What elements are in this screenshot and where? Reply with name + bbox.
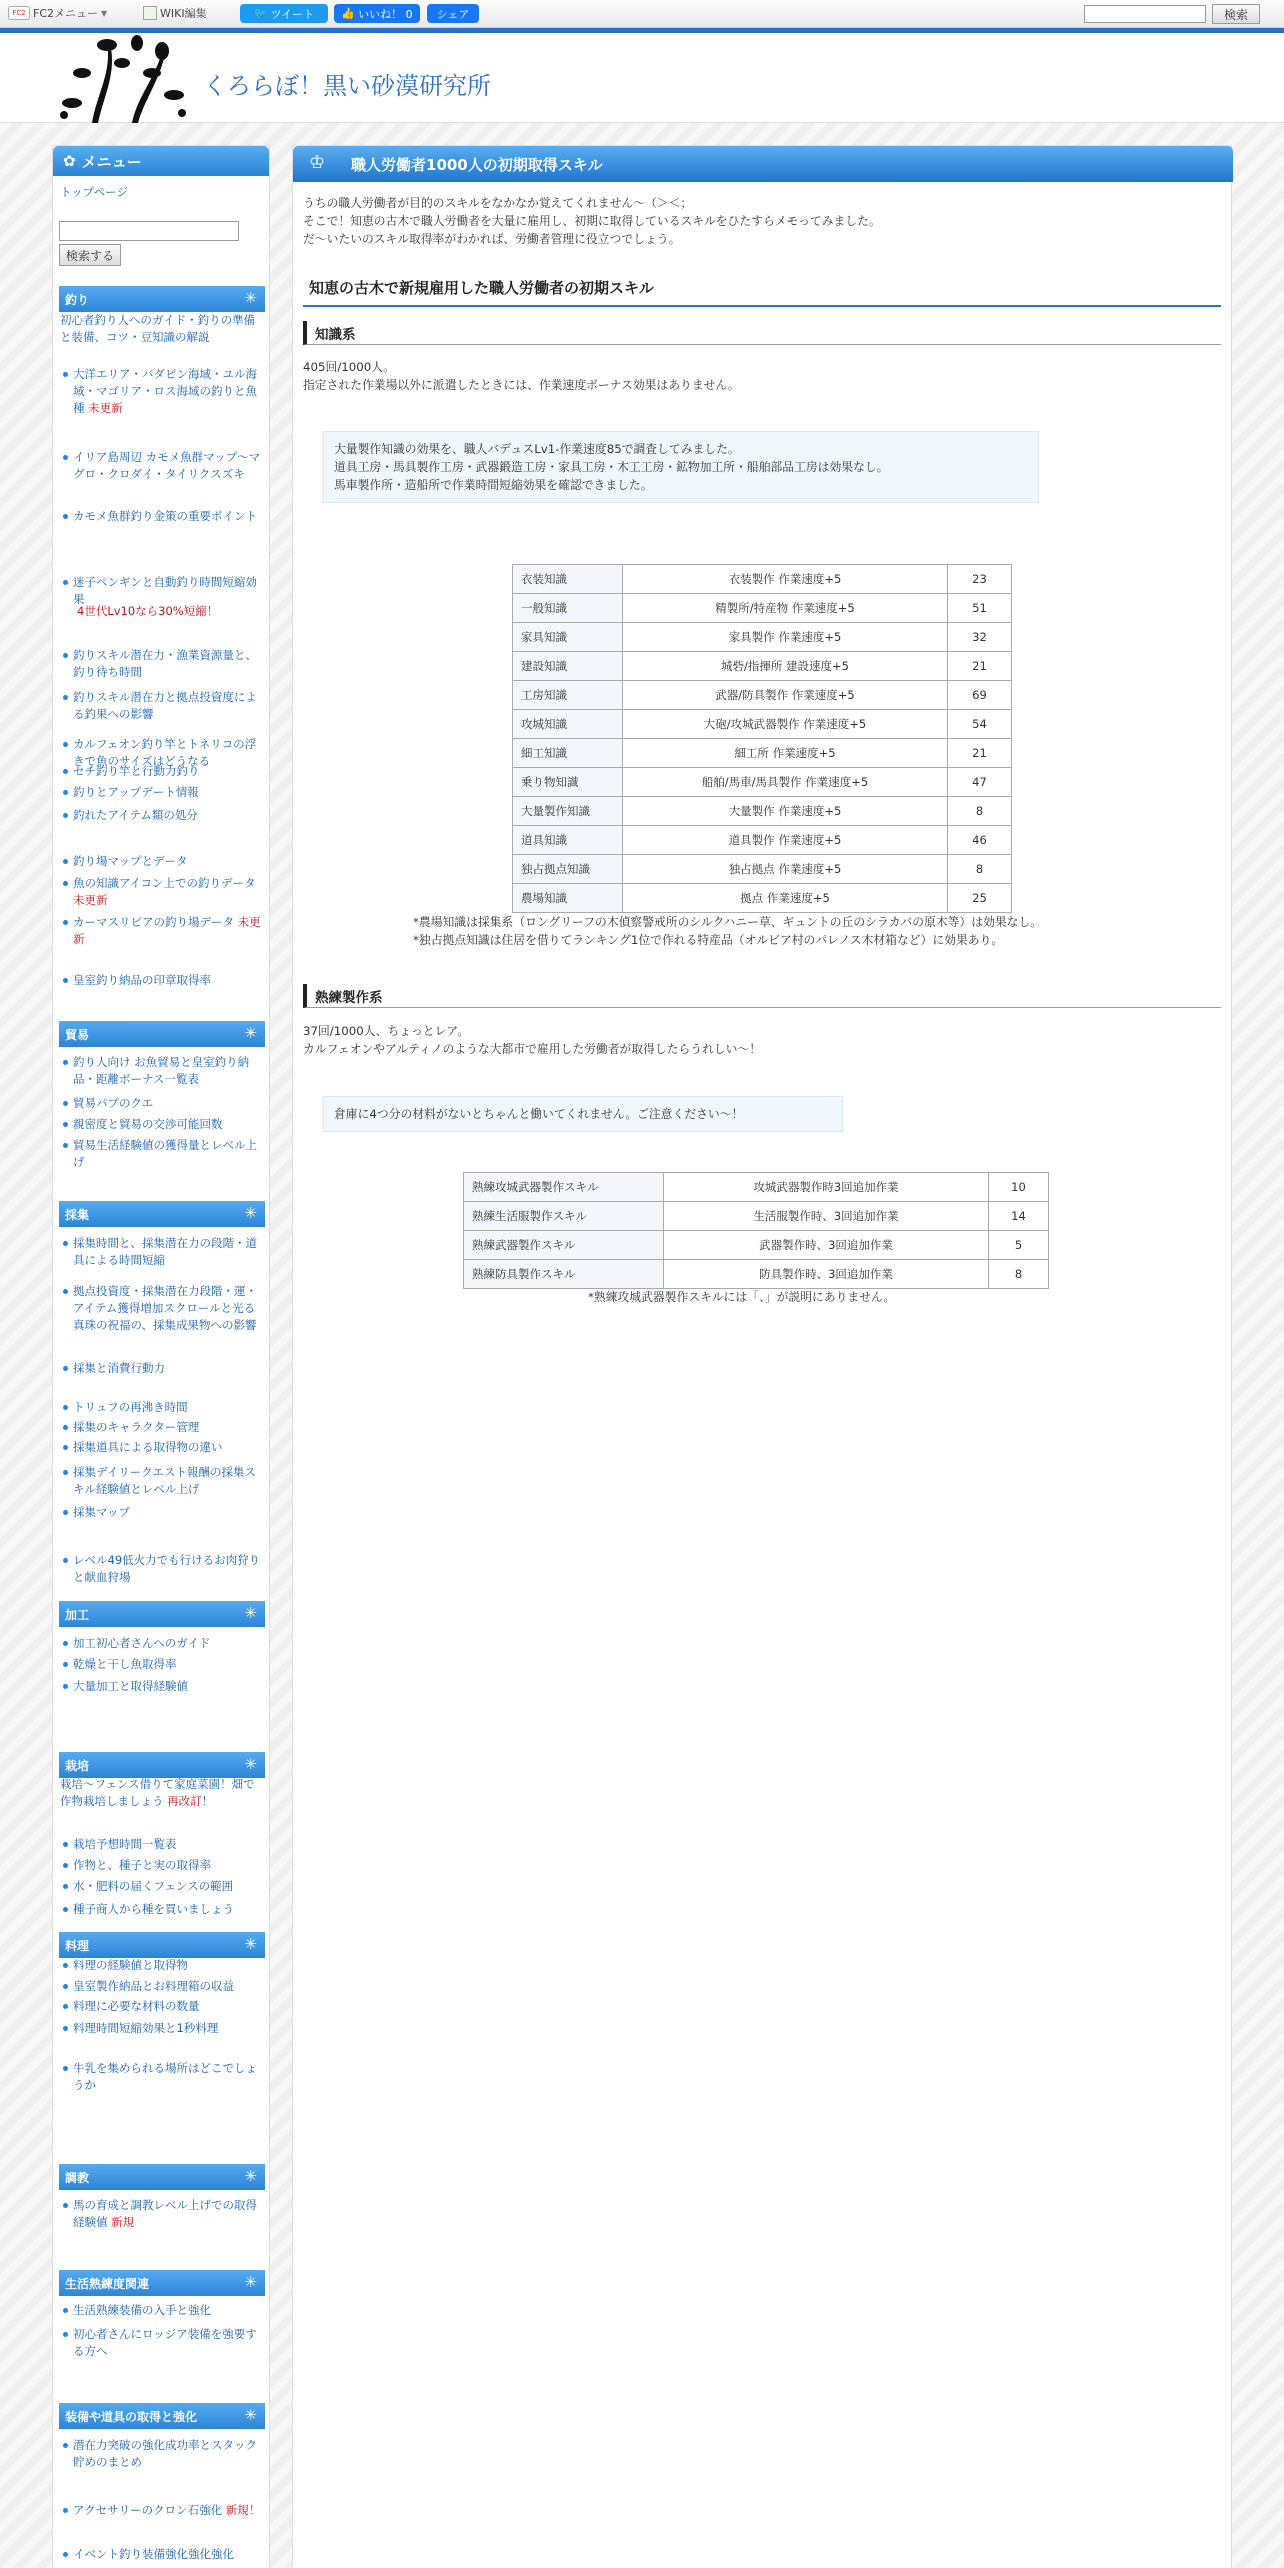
sidebar-link[interactable] (73, 853, 263, 870)
category-title: 生活熟練度関連 (65, 2276, 150, 2291)
sparkle-icon: ✳ (244, 1604, 257, 1622)
skill-effect: 独占拠点 作業速度+5 (623, 855, 948, 884)
sidebar-link[interactable] (73, 1419, 263, 1436)
table-row (513, 855, 1012, 884)
sidebar-link[interactable] (73, 875, 263, 909)
sidebar-search-button[interactable]: 検索する (59, 244, 121, 266)
sidebar-category-2 (59, 1021, 265, 1047)
skill-count: 8 (948, 855, 1012, 884)
link-text: カモメ魚群釣り金策の重要ポイント (73, 509, 257, 523)
sidebar-link[interactable] (73, 2502, 263, 2519)
table-row (513, 594, 1012, 623)
category-title: 釣り (65, 292, 90, 307)
link-text: 採集マップ (73, 1505, 131, 1519)
link-text: 釣りスキル潜在力と拠点投資度による釣果への影響 (73, 690, 257, 721)
link-text: 採集道具による取得物の違い (73, 1440, 223, 1454)
status-badge: 新規 (107, 2215, 135, 2229)
category-title: 採集 (65, 1207, 90, 1222)
table-row (513, 884, 1012, 913)
sidebar-link[interactable] (73, 1116, 263, 1133)
sidebar-link[interactable] (73, 1095, 263, 1112)
link-text: 初心者釣り人へのガイド・釣りの準備と装備、コツ・豆知識の解説 (60, 313, 256, 344)
link-text: イベント釣り装備強化強化強化 (73, 2547, 234, 2561)
sidebar-category-4 (59, 1601, 265, 1627)
sidebar-link (77, 603, 282, 620)
link-text: カーマスリビアの釣り場データ (73, 915, 234, 929)
site-title[interactable]: くろらぼ！黒い砂漠研究所 (203, 72, 491, 100)
note-line: 大量製作知識の効果を、職人バデュスLv1-作業速度85で調査してみました。 (334, 442, 740, 456)
sidebar-link[interactable] (73, 807, 263, 824)
link-text: イリア島周辺 カモメ魚群マップ～マグロ・クロダイ・タイリクスズキ (73, 450, 261, 481)
section-heading: 知識系 (303, 321, 1221, 345)
sidebar-link[interactable] (73, 366, 263, 417)
body-text: *独占拠点知識は住居を借りてランキング1位で作れる特産品（オルビア村のパレノス木材箱など）に効果あり。 (413, 933, 1004, 947)
sidebar-link[interactable] (73, 1957, 263, 1974)
category-title: 装備や道具の取得と強化 (65, 2409, 198, 2424)
skill-name: 家具知識 (513, 623, 623, 652)
link-text: 栽培～フェンス借りて家庭菜園！畑で作物栽培しましょう (60, 1777, 255, 1808)
table-row (513, 797, 1012, 826)
table-row (464, 1173, 1049, 1202)
status-badge: 未更新 (73, 893, 108, 907)
link-text: 生活熟練装備の入手と強化 (73, 2303, 211, 2317)
link-text: 料理に必要な材料の数量 (73, 1999, 200, 2013)
sidebar (52, 145, 270, 2568)
sparkle-icon: ✳ (244, 2167, 257, 2185)
link-text: 採集デイリークエスト報酬の採集スキル経験値とレベル上げ (73, 1465, 256, 1496)
sidebar-link[interactable] (73, 508, 263, 525)
skill-name: 熟練攻城武器製作スキル (464, 1173, 664, 1202)
skill-name: 乗り物知識 (513, 768, 623, 797)
sidebar-link[interactable] (73, 2060, 263, 2094)
status-badge: 未更新 (73, 915, 261, 946)
skill-count: 14 (989, 1202, 1049, 1231)
sidebar-search-input[interactable] (59, 221, 239, 241)
sidebar-link[interactable] (73, 1439, 263, 1456)
link-text: 作物と、種子と実の取得率 (73, 1858, 211, 1872)
link-text: 栽培予想時間一覧表 (73, 1837, 177, 1851)
skill-name: 独占拠点知識 (513, 855, 623, 884)
body-text: *農場知識は採集系（ロングリーフの木偵察警戒所のシルクハニー草、ギュントの丘のシラカバの原木等）は効果なし。 (413, 915, 1043, 929)
gear-flower-icon: ✿ (63, 152, 76, 170)
body-text: うちの職人労働者が目的のスキルをなかなか覚えてくれません～（＞＜； (303, 196, 693, 210)
sparkle-icon: ✳ (244, 2406, 257, 2424)
link-text: 大洋エリア・バダビン海域・ユル海域・マゴリア・ロス海域の釣りと魚種 (73, 367, 257, 415)
link-text: 馬の育成と調教レベル上げでの取得経験値 (73, 2198, 257, 2229)
main-content (292, 145, 1232, 2568)
thumbs-up-icon: 👍 (341, 7, 356, 20)
skill-name: 攻城知識 (513, 710, 623, 739)
skill-count: 46 (948, 826, 1012, 855)
skill-effect: 拠点 作業速度+5 (623, 884, 948, 913)
skill-name: 熟練武器製作スキル (464, 1231, 664, 1260)
sparkle-icon: ✳ (244, 2273, 257, 2291)
edit-icon (143, 6, 157, 20)
skill-effect: 道具製作 作業速度+5 (623, 826, 948, 855)
link-text: セチ釣り竿と行動力釣り (73, 764, 200, 778)
sidebar-category-5 (59, 1752, 265, 1778)
skill-count: 25 (948, 884, 1012, 913)
sidebar-link[interactable] (60, 1776, 265, 1810)
body-text: 37回/1000人、ちょっとレア。 (303, 1024, 470, 1038)
sidebar-link[interactable] (73, 914, 263, 948)
sidebar-category-3 (59, 1201, 265, 1227)
note-line: 馬車製作所・造船所で作業時間短縮効果を確認できました。 (334, 478, 653, 492)
skill-effect: 攻城武器製作時3回追加作業 (664, 1173, 989, 1202)
link-text: 釣りとアップデート情報 (73, 785, 199, 799)
skill-table (512, 564, 1012, 913)
table-row (464, 1202, 1049, 1231)
link-text: 親密度と貿易の交渉可能回数 (73, 1117, 223, 1131)
skill-name: 一般知識 (513, 594, 623, 623)
sidebar-category-7 (59, 2164, 265, 2190)
link-text: 貿易パプのクエ (73, 1096, 154, 1110)
skill-name: 工房知識 (513, 681, 623, 710)
skill-effect: 大量製作 作業速度+5 (623, 797, 948, 826)
sparkle-icon: ✳ (244, 289, 257, 307)
info-note (323, 1096, 843, 1132)
sidebar-link[interactable] (73, 1998, 263, 2015)
link-text: 迷子ペンギンと自動釣り時間短縮効果 (73, 575, 257, 606)
sidebar-link[interactable] (73, 784, 263, 801)
skill-count: 47 (948, 768, 1012, 797)
link-text: 牛乳を集められる場所はどこでしょうか (73, 2061, 257, 2092)
link-text: 釣れたアイテム類の処分 (73, 808, 198, 822)
chevron-down-icon: ▼ (101, 8, 108, 18)
body-text: カルフェオンやアルティノのような大都市で雇用した労働者が取得したらうれしい～！ (303, 1042, 762, 1056)
top-search-input[interactable] (1084, 5, 1206, 23)
fc2-menu[interactable]: FC2 FC2メニュー ▼ (8, 5, 107, 21)
link-text: 魚の知識アイコン上での釣りデータ (73, 876, 256, 890)
sidebar-link[interactable] (73, 1504, 263, 1521)
sparkle-icon: ✳ (244, 1204, 257, 1222)
skill-effect: 精製所/特産物 作業速度+5 (623, 594, 948, 623)
skill-count: 23 (948, 565, 1012, 594)
floral-logo-icon (52, 33, 192, 123)
sidebar-category-9 (59, 2403, 265, 2429)
body-text: *熟練攻城武器製作スキルには「、」が説明にありません。 (588, 1290, 896, 1304)
site-header (0, 33, 1284, 123)
crown-icon: ♔ (309, 152, 326, 173)
skill-name: 細工知識 (513, 739, 623, 768)
skill-effect: 生活服製作時、3回追加作業 (664, 1202, 989, 1231)
table-row (464, 1231, 1049, 1260)
sidebar-link[interactable] (73, 972, 263, 989)
sidebar-top-link[interactable]: トップページ (60, 185, 128, 199)
page-section-title: 知恵の古木で新規雇用した職人労働者の初期スキル (303, 269, 1221, 307)
category-title: 加工 (65, 1607, 90, 1622)
link-text: カルフェオン釣り竿とトネリコの浮きで魚のサイズはどうなる (73, 737, 257, 768)
sidebar-link[interactable] (73, 2437, 263, 2471)
table-row (513, 739, 1012, 768)
status-badge: 新規 (222, 2503, 249, 2517)
skill-name: 大量製作知識 (513, 797, 623, 826)
top-search-button[interactable]: 検索 (1212, 4, 1260, 24)
skill-count: 8 (989, 1260, 1049, 1289)
sidebar-link[interactable] (60, 312, 265, 346)
sidebar-link[interactable] (73, 1360, 263, 1377)
link-text: 乾燥と干し魚取得率 (73, 1657, 177, 1671)
sidebar-link[interactable] (73, 2326, 263, 2360)
sidebar-link[interactable] (73, 1399, 263, 1416)
note-line: 倉庫に4つ分の材料がないとちゃんと働いてくれません。ご注意ください～！ (334, 1107, 744, 1121)
skill-name: 農場知識 (513, 884, 623, 913)
link-text: 加工初心者さんへのガイド (73, 1636, 211, 1650)
sidebar-category-8 (59, 2270, 265, 2296)
link-text: 皇室製作納品とお料理箱の収益 (73, 1979, 234, 1993)
status-badge: 未更新 (84, 401, 123, 415)
sidebar-category-6 (59, 1932, 265, 1958)
body-text: 指定された作業場以外に派遣したときには、作業速度ボーナス効果はありません。 (303, 378, 740, 392)
sidebar-link[interactable] (73, 1878, 263, 1895)
bird-icon: 🐦 (253, 7, 268, 20)
link-text: 皇室釣り納品の印章取得率 (73, 973, 211, 987)
sidebar-link[interactable] (73, 1857, 263, 1874)
sidebar-link[interactable] (73, 1464, 263, 1498)
link-text: アクセサリーのクロン石強化 (73, 2503, 223, 2517)
sidebar-link[interactable] (73, 1552, 263, 1586)
sidebar-category-1 (59, 286, 265, 312)
sidebar-link[interactable] (73, 2197, 263, 2231)
skill-effect: 細工所 作業速度+5 (623, 739, 948, 768)
link-text: 初心者さんにロッジア装備を強要する方へ (73, 2327, 257, 2358)
body-text: そこで！知恵の古木で職人労働者を大量に雇用し、初期に取得しているスキルをひたすらメモってみました。 (303, 214, 881, 228)
sidebar-link[interactable] (73, 1235, 263, 1269)
skill-count: 5 (989, 1231, 1049, 1260)
table-row (513, 681, 1012, 710)
skill-name: 道具知識 (513, 826, 623, 855)
section-heading: 熟練製作系 (303, 984, 1221, 1008)
link-text: 水・肥料の届くフェンスの範囲 (73, 1879, 234, 1893)
skill-name: 建設知識 (513, 652, 623, 681)
share-button[interactable]: シェア (427, 4, 479, 23)
body-text: だ～いたいのスキル取得率がわかれば、労働者管理に役立つでしょう。 (303, 232, 681, 246)
skill-table (463, 1172, 1049, 1289)
category-title: 料理 (65, 1938, 90, 1953)
sidebar-link[interactable] (73, 2302, 263, 2319)
info-note (323, 431, 1039, 503)
link-text: 採集時間と、採集潜在力の段階・道具による時間短縮 (73, 1236, 257, 1267)
link-text: 貿易生活経験値の獲得量とレベル上げ (73, 1138, 257, 1169)
sidebar-link[interactable] (73, 1283, 263, 1334)
sidebar-link[interactable] (73, 1137, 263, 1171)
skill-effect: 大砲/攻城武器製作 作業速度+5 (623, 710, 948, 739)
skill-count: 10 (989, 1173, 1049, 1202)
table-row (513, 652, 1012, 681)
skill-count: 69 (948, 681, 1012, 710)
sidebar-link[interactable] (73, 1836, 263, 1853)
sidebar-link[interactable] (73, 1635, 263, 1652)
link-tail: ！ (201, 1794, 214, 1808)
like-button[interactable]: 👍 いいね！ 0 (334, 4, 420, 23)
link-text: 4世代Lv10なら30%短縮！ (77, 604, 219, 618)
skill-effect: 武器/防具製作 作業速度+5 (623, 681, 948, 710)
link-text: 料理時間短縮効果と1秒料理 (73, 2021, 219, 2035)
skill-name: 衣装知識 (513, 565, 623, 594)
link-text: 種子商人から種を買いましょう (73, 1902, 234, 1916)
link-text: 採集のキャラクター管理 (73, 1420, 200, 1434)
skill-count: 8 (948, 797, 1012, 826)
category-title: 調教 (65, 2170, 90, 2185)
sidebar-link[interactable] (73, 1978, 263, 1995)
sidebar-link[interactable] (73, 1901, 263, 1918)
skill-name: 熟練防具製作スキル (464, 1260, 664, 1289)
table-row (513, 826, 1012, 855)
skill-effect: 武器製作時、3回追加作業 (664, 1231, 989, 1260)
sidebar-link[interactable] (73, 1054, 263, 1088)
category-title: 貿易 (65, 1027, 90, 1042)
sidebar-link[interactable] (73, 689, 263, 723)
skill-effect: 城砦/指揮所 建設速度+5 (623, 652, 948, 681)
category-title: 栽培 (65, 1758, 90, 1773)
top-toolbar (0, 0, 1284, 28)
skill-count: 32 (948, 623, 1012, 652)
note-line: 道具工房・馬具製作工房・武器鍛造工房・家具工房・木工工房・鉱物加工所・船舶部品工房は効果なし。 (334, 460, 889, 474)
link-text: 釣りスキル潜在力・漁業資源量と、釣り待ち時間 (73, 648, 257, 679)
table-row (513, 768, 1012, 797)
skill-effect: 船舶/馬車/馬具製作 作業速度+5 (623, 768, 948, 797)
skill-count: 51 (948, 594, 1012, 623)
sidebar-link[interactable] (73, 2546, 263, 2563)
sidebar-link[interactable] (73, 2020, 263, 2037)
link-text: トリュフの再沸き時間 (73, 1400, 188, 1414)
fc2-logo-icon: FC2 (8, 6, 30, 20)
table-row (513, 710, 1012, 739)
skill-count: 54 (948, 710, 1012, 739)
link-text: 拠点投資度・採集潜在力段階・運・アイテム獲得増加スクロールと光る真珠の祝福の、採集成果物への影響 (73, 1284, 257, 1332)
wiki-edit-link[interactable]: WIKI編集 (143, 5, 207, 21)
sidebar-menu-header: ✿ メニュー (53, 146, 269, 176)
sidebar-link[interactable] (73, 763, 263, 780)
sparkle-icon: ✳ (244, 1755, 257, 1773)
link-text: 大量加工と取得経験値 (73, 1679, 188, 1693)
body-text: 405回/1000人。 (303, 360, 395, 374)
link-text: 釣り人向け お魚貿易と皇室釣り納品・距離ボーナス一覧表 (73, 1055, 250, 1086)
skill-effect: 防具製作時、3回追加作業 (664, 1260, 989, 1289)
tweet-button[interactable]: 🐦 ツイート (240, 4, 328, 23)
link-text: レベル49低火力でも行けるお肉狩りと献血狩場 (73, 1553, 261, 1584)
sparkle-icon: ✳ (244, 1935, 257, 1953)
skill-name: 熟練生活服製作スキル (464, 1202, 664, 1231)
table-row (513, 623, 1012, 652)
article-header: ♔ 職人労働者1000人の初期取得スキル (293, 146, 1233, 182)
sidebar-link[interactable] (73, 647, 263, 681)
sidebar-link[interactable] (73, 449, 263, 483)
status-badge: 再改訂 (163, 1794, 202, 1808)
link-text: 料理の経験値と取得物 (73, 1958, 188, 1972)
link-text: 潜在力突破の強化成功率とスタック貯めのまとめ (73, 2438, 257, 2469)
skill-effect: 衣装製作 作業速度+5 (623, 565, 948, 594)
sidebar-link[interactable] (73, 1656, 263, 1673)
sidebar-link[interactable] (73, 1678, 263, 1695)
link-tail: ！ (248, 2503, 261, 2517)
link-text: 採集と消費行動力 (73, 1361, 165, 1375)
sparkle-icon: ✳ (244, 1024, 257, 1042)
skill-count: 21 (948, 739, 1012, 768)
skill-effect: 家具製作 作業速度+5 (623, 623, 948, 652)
link-text: 釣り場マップとデータ (73, 854, 188, 868)
table-row (464, 1260, 1049, 1289)
table-row (513, 565, 1012, 594)
skill-count: 21 (948, 652, 1012, 681)
